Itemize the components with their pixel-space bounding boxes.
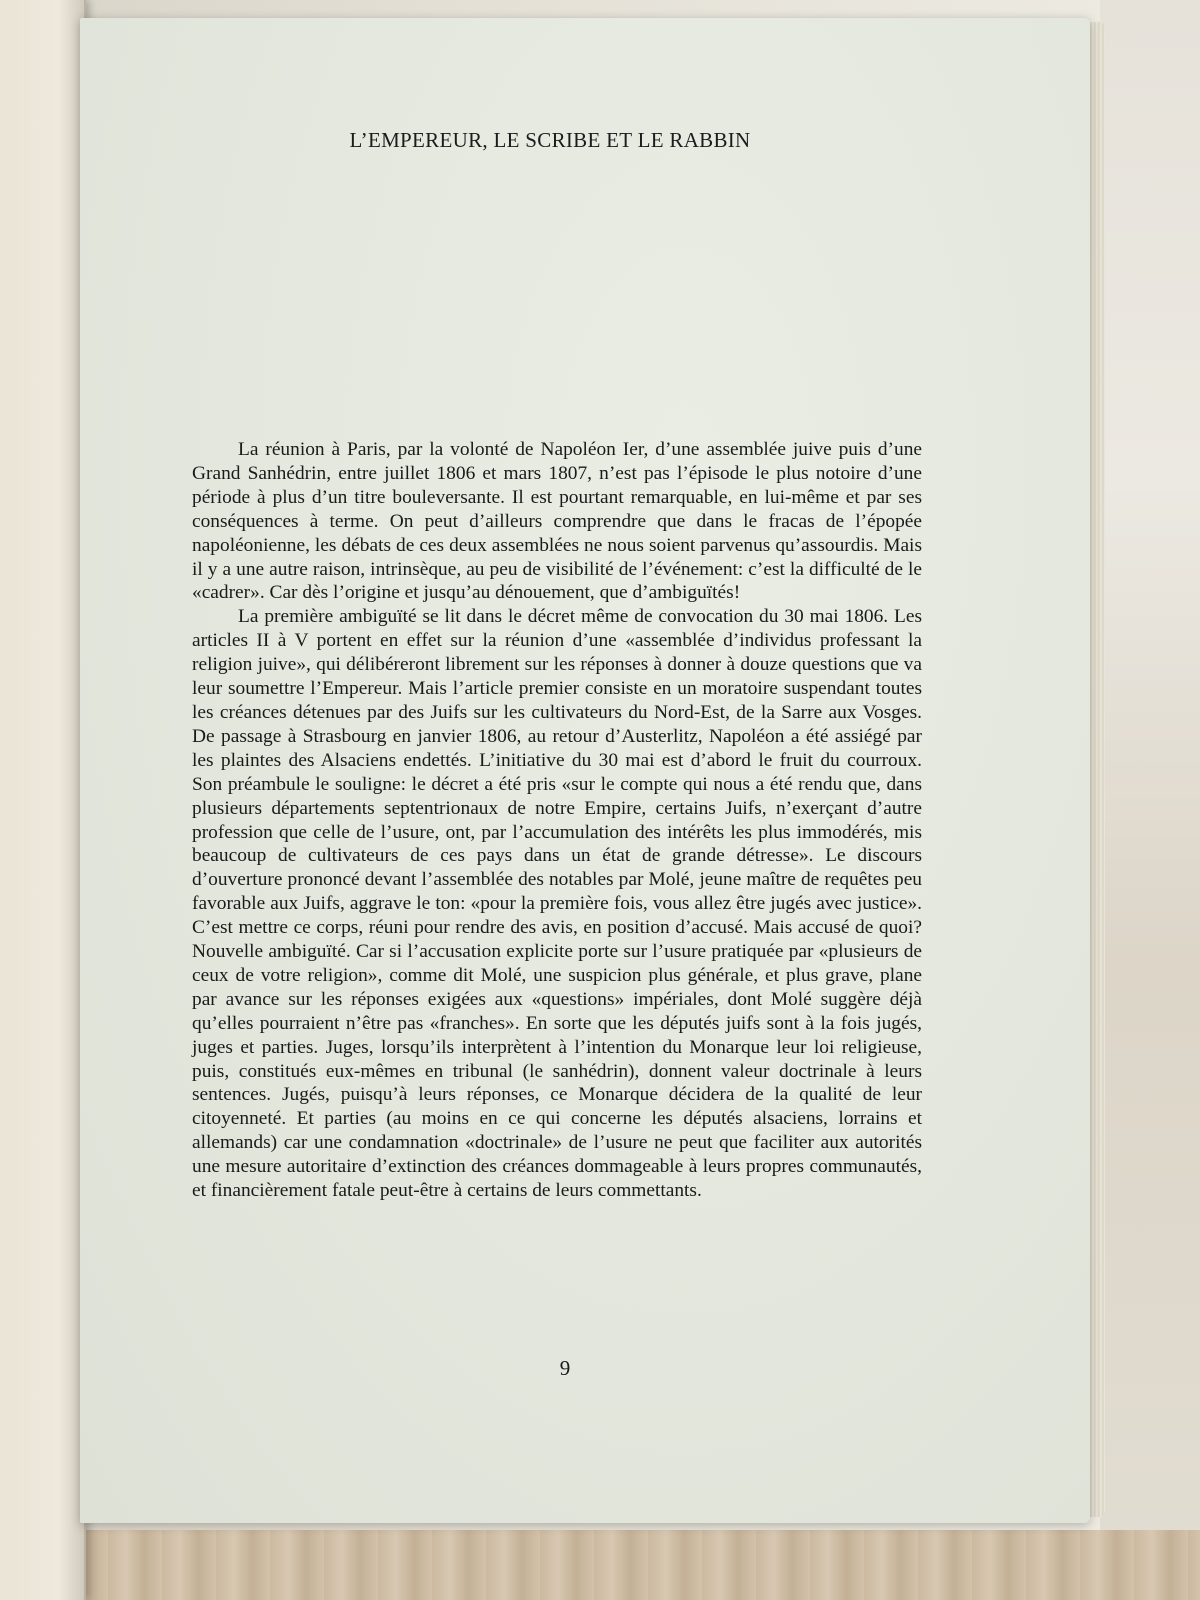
left-facing-page (0, 0, 86, 1600)
table-surface-right (1100, 0, 1200, 1600)
paragraph-2: La première ambiguïté se lit dans le décret même de convocation du 30 mai 1806. Les articles II à V portent en effet sur la réunion d’une «assemblée d’individus professant la religion juive», qui délibéreront librement sur les réponses à donner à douze questions que va leur soumettre l’Empereur. Mais l’article premier consiste en un moratoire suspendant toutes les créances détenues par des Juifs sur les cultivateurs du Nord-Est, de la Sarre aux Vosges. De passage à Strasbourg en janvier 1806, au retour d’Austerlitz, Napoléon a été assiégé par les plaintes des Alsaciens endettés. L’initiative du 30 mai est d’abord le fruit du courroux. Son préambule le souligne: le décret a été pris «sur le compte qui nous a été rendu que, dans plusieurs départements septentrionaux de notre Empire, certains Juifs, n’exerçant d’autre profession que celle de l’usure, ont, par l’accumulation des intérêts les plus immodérés, mis beaucoup de cultivateurs de ces pays dans un état de grande détresse». Le discours d’ouverture prononcé devant l’assemblée des notables par Molé, jeune maître de requêtes peu favorable aux Juifs, aggrave le ton: «pour la première fois, vous allez être jugés avec justice». C’est mettre ce corps, réuni pour rendre des avis, en position d’accusé. Mais accusé de quoi? Nouvelle ambiguïté. Car si l’accusation explicite porte sur l’usure pratiquée par «plusieurs de ceux de votre religion», comme dit Molé, une suspicion plus générale, et plus grave, plane par avance sur les réponses exigées aux «questions» impériales, dont Molé suggère déjà qu’elles pourraient n’être pas «franches». En sorte que les députés juifs sont à la fois jugés, juges et parties. Juges, lorsqu’ils interprètent à l’intention du Monarque leur loi religieuse, puis, constitués eux-mêmes en tribunal (le sanhédrin), donnent valeur doctrinale à leurs sentences. Jugés, puisqu’à leurs réponses, ce Monarque décidera de la qualité de leur citoyenneté. Et parties (au moins en ce qui concerne les députés alsaciens, lorrains et allemands) car une condamnation «doctrinale» de l’usure ne peut que faciliter aux autorités une mesure autoritaire d’extinction des créances dommageable à leurs propres communautés, et financièrement fatale peut-être à certains de leurs commettants. (192, 606, 922, 1202)
body-text (192, 438, 922, 1203)
paragraph-1: La réunion à Paris, par la volonté de Napoléon Ier, d’une assemblée juive puis d’une Grand Sanhédrin, entre juillet 1806 et mars 1807, n’est pas l’épisode le plus notoire d’une période à plus d’un titre bouleversante. Il est pourtant remarquable, en lui-même et par ses conséquences à terme. On peut d’ailleurs comprendre que dans le fracas de l’épopée napoléonienne, les débats de ces deux assemblées ne nous soient parvenus qu’assourdis. Mais il y a une autre raison, intrinsèque, au peu de visibilité de l’événement: c’est la difficulté de le «cadrer». Car dès l’origine et jusqu’au dénouement, que d’ambiguïtés! (192, 439, 922, 604)
table-surface-bottom (0, 1530, 1200, 1600)
running-head: L’EMPEREUR, LE SCRIBE ET LE RABBIN (349, 128, 751, 152)
page-number: 9 (559, 1356, 571, 1380)
